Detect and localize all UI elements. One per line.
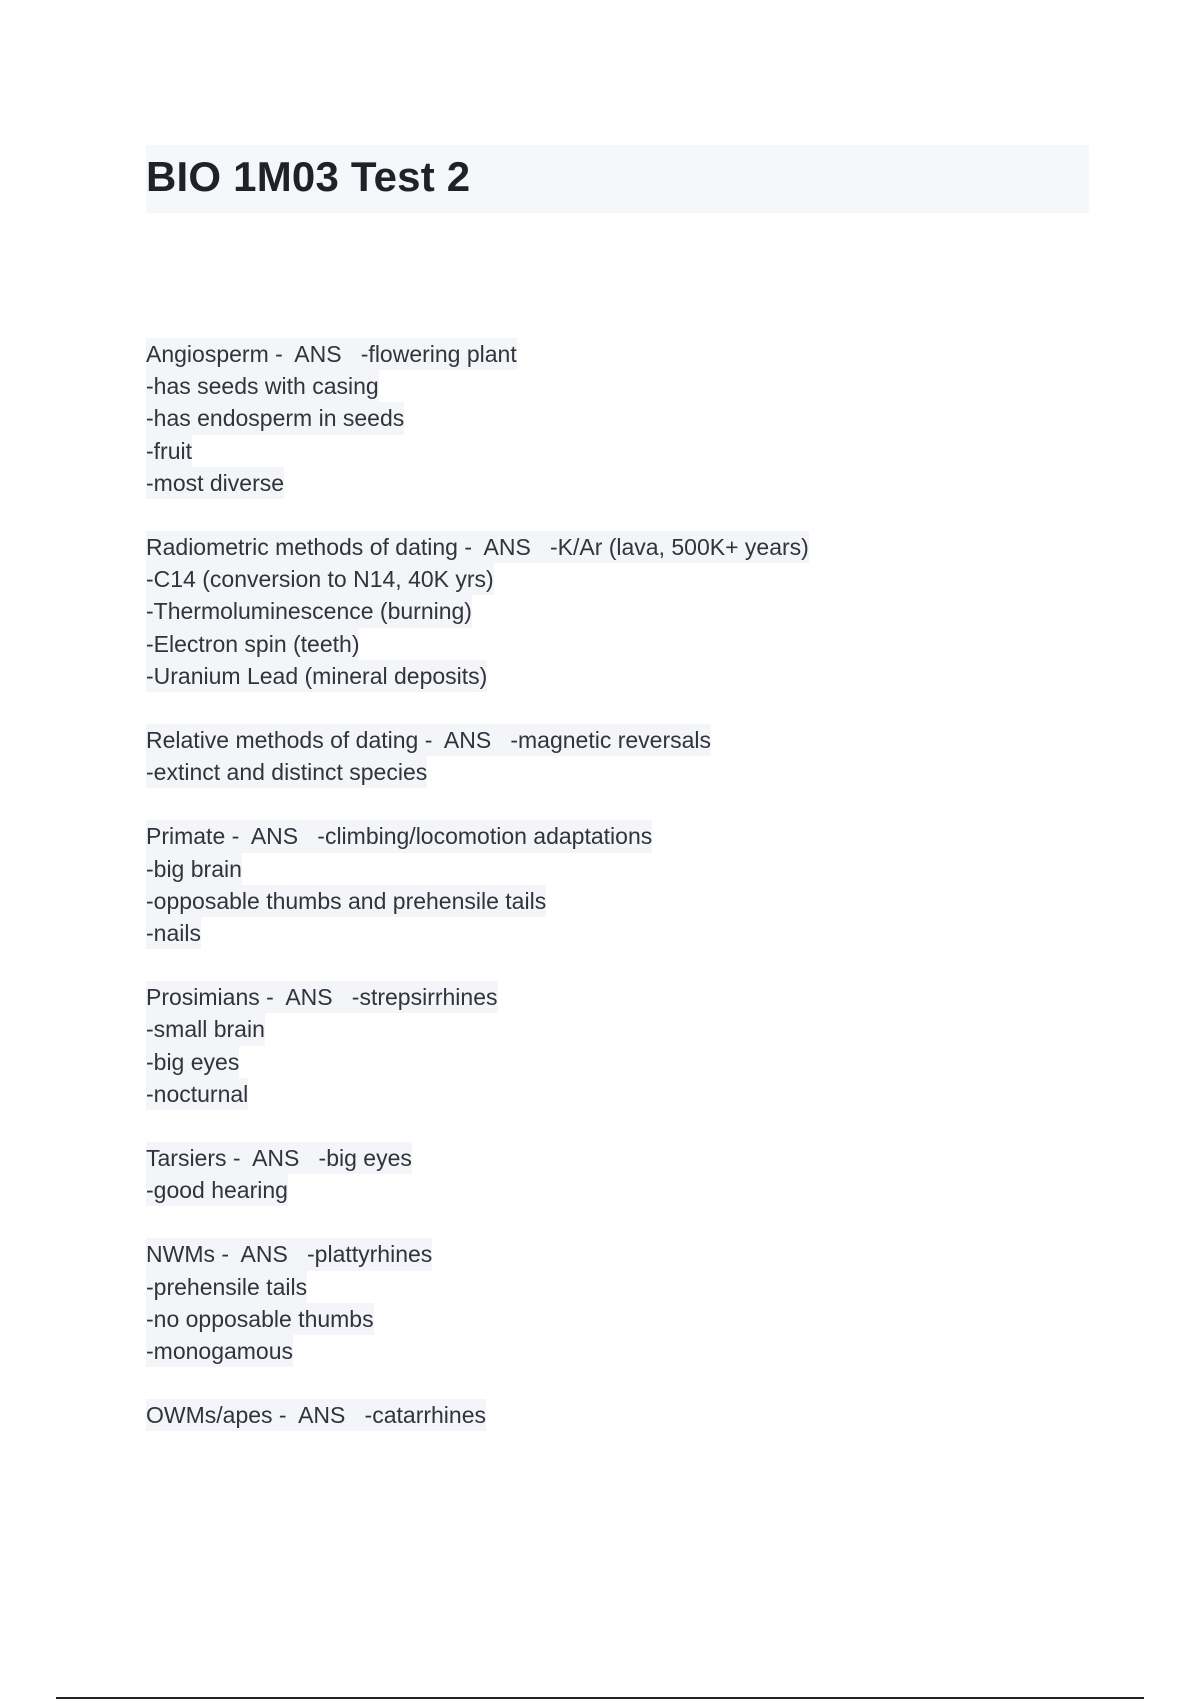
- entry-separator: -: [225, 823, 251, 850]
- entry-term: Angiosperm: [146, 341, 269, 367]
- ans-label: ANS: [294, 341, 342, 367]
- entry-definition-first: -plattyrhines: [287, 1241, 433, 1268]
- entry-definition-line: -has endosperm in seeds: [146, 402, 404, 434]
- entry-definition-line: -fruit: [146, 435, 192, 467]
- entry-definition-line: -nocturnal: [146, 1078, 248, 1110]
- entry-term-line: [146, 1142, 412, 1174]
- flashcard-entry: [146, 338, 1096, 499]
- ans-label: ANS: [250, 823, 299, 850]
- entry-separator: -: [272, 1402, 299, 1429]
- ans-label: ANS: [483, 534, 531, 561]
- entry-definition-line: -prehensile tails: [146, 1271, 307, 1303]
- entry-term: Radiometric methods of dating: [146, 534, 458, 561]
- entry-term-line: [146, 724, 711, 756]
- entry-definition-first: -K/Ar (lava, 500K+ years): [530, 534, 809, 561]
- entry-separator: -: [457, 534, 484, 561]
- flashcard-entry: [146, 724, 1096, 788]
- flashcard-entry: [146, 531, 1096, 692]
- entry-term-line: [146, 338, 517, 370]
- entry-term: Relative methods of dating: [146, 727, 419, 754]
- flashcard-entry: [146, 1142, 1096, 1206]
- entry-definition-line: -extinct and distinct species: [146, 756, 427, 788]
- entry-definition-line: -big brain: [146, 853, 242, 885]
- entry-definition-line: -Electron spin (teeth): [146, 628, 359, 660]
- entry-definition-first: -flowering plant: [341, 341, 517, 367]
- ans-label: ANS: [252, 1145, 300, 1172]
- entry-definition-line: -monogamous: [146, 1335, 293, 1367]
- flashcard-entry: [146, 1238, 1096, 1367]
- footer-divider: [56, 1697, 1144, 1699]
- entry-definition-line: -opposable thumbs and prehensile tails: [146, 885, 546, 917]
- entry-definition-first: -big eyes: [299, 1145, 412, 1172]
- entry-definition-line: -has seeds with casing: [146, 370, 379, 402]
- entry-term-line: [146, 1238, 432, 1270]
- entry-separator: -: [418, 727, 444, 754]
- entry-definition-line: -good hearing: [146, 1174, 288, 1206]
- entry-separator: -: [214, 1241, 241, 1268]
- entry-term-line: [146, 981, 498, 1013]
- entry-term: Primate: [146, 823, 226, 850]
- entry-definition-line: -nails: [146, 917, 201, 949]
- flashcard-entry: [146, 820, 1096, 949]
- entry-definition-first: -catarrhines: [345, 1402, 486, 1429]
- entry-term: Prosimians: [146, 984, 260, 1011]
- entry-definition-first: -strepsirrhines: [332, 984, 498, 1011]
- ans-label: ANS: [240, 1241, 288, 1268]
- entry-term-line: [146, 1399, 486, 1431]
- entry-term-line: [146, 820, 652, 852]
- entry-definition-line: -small brain: [146, 1013, 265, 1045]
- entry-separator: -: [226, 1145, 253, 1172]
- entry-definition-first: -magnetic reversals: [491, 727, 712, 754]
- flashcard-entry: [146, 981, 1096, 1110]
- entry-definition-first: -climbing/locomotion adaptations: [298, 823, 653, 850]
- entry-definition-line: -C14 (conversion to N14, 40K yrs): [146, 563, 494, 595]
- entry-separator: -: [259, 984, 286, 1011]
- entry-definition-line: -no opposable thumbs: [146, 1303, 374, 1335]
- entry-term-line: [146, 531, 809, 563]
- flashcard-entry: [146, 1399, 1096, 1431]
- entry-term: OWMs/apes: [146, 1402, 273, 1429]
- entry-definition-line: -Uranium Lead (mineral deposits): [146, 660, 487, 692]
- ans-label: ANS: [443, 727, 492, 754]
- document-title: BIO 1M03 Test 2: [146, 153, 471, 200]
- entry-term: Tarsiers: [146, 1145, 227, 1172]
- ans-label: ANS: [285, 984, 333, 1011]
- flashcard-list: [146, 338, 1096, 1463]
- entry-term: NWMs: [146, 1241, 215, 1268]
- entry-definition-line: -most diverse: [146, 467, 284, 499]
- title-block: [146, 145, 1089, 213]
- ans-label: ANS: [298, 1402, 346, 1429]
- entry-separator: -: [268, 341, 295, 367]
- entry-definition-line: -Thermoluminescence (burning): [146, 595, 472, 627]
- entry-definition-line: -big eyes: [146, 1046, 239, 1078]
